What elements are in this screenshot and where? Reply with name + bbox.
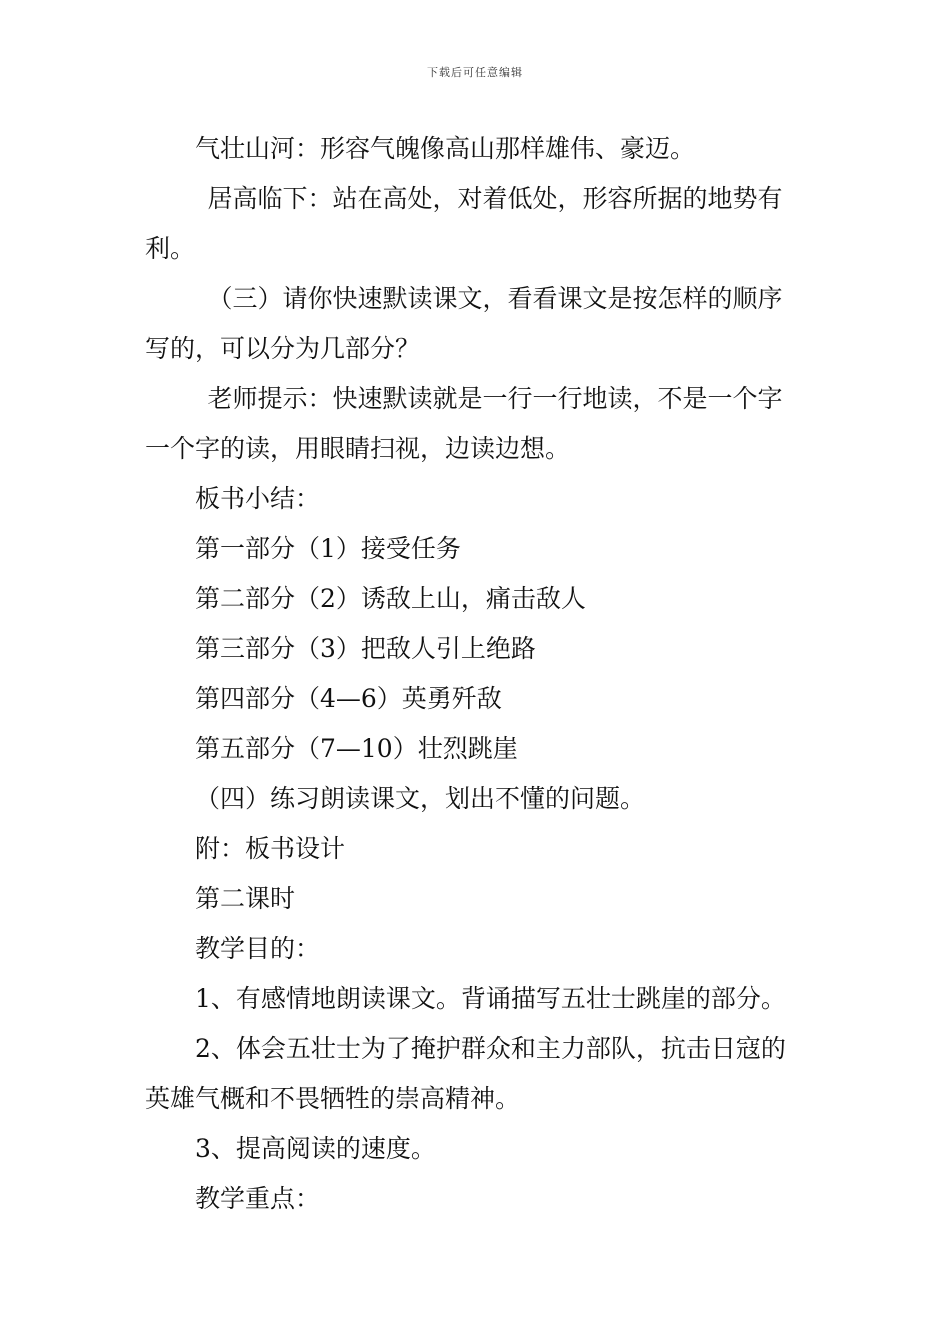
- paragraph-teaching-focus-heading: 教学重点：: [195, 1184, 321, 1213]
- paragraph-teaching-goals-heading: 教学目的：: [195, 934, 321, 963]
- paragraph-part-five: 第五部分（7—10）壮烈跳崖: [195, 734, 518, 763]
- paragraph-teacher-tip: 老师提示：快速默读就是一行一行地读，不是一个字一个字的读，用眼睛扫视，边读边想。: [145, 384, 783, 463]
- paragraph-part-one: 第一部分（1）接受任务: [195, 534, 461, 563]
- paragraph-part-three: 第三部分（3）把敌人引上绝路: [195, 634, 536, 663]
- paragraph-task-four: （四）练习朗读课文，划出不懂的问题。: [195, 784, 646, 813]
- paragraph-goal-three: 3、提高阅读的速度。: [195, 1134, 436, 1163]
- paragraph-idiom-ju-gao-lin-xia: 居高临下：站在高处，对着低处，形容所据的地势有利。: [145, 184, 783, 263]
- paragraph-goal-two: 2、体会五壮士为了掩护群众和主力部队，抗击日寇的英雄气概和不畏牺牲的崇高精神。: [145, 1034, 786, 1113]
- page-header-note: 下载后可任意编辑: [427, 66, 523, 79]
- paragraph-part-four: 第四部分（4—6）英勇歼敌: [195, 684, 502, 713]
- paragraph-second-lesson: 第二课时: [195, 884, 296, 913]
- paragraph-task-three: （三）请你快速默读课文，看看课文是按怎样的顺序写的，可以分为几部分？: [145, 284, 783, 363]
- paragraph-idiom-qi-zhuang-shan-he: 气壮山河：形容气魄像高山那样雄伟、豪迈。: [195, 134, 696, 163]
- paragraph-goal-one: 1、有感情地朗读课文。背诵描写五壮士跳崖的部分。: [195, 984, 786, 1013]
- paragraph-appendix: 附：板书设计: [195, 834, 346, 863]
- paragraph-board-summary: 板书小结：: [195, 484, 321, 513]
- paragraph-part-two: 第二部分（2）诱敌上山，痛击敌人: [195, 584, 586, 613]
- document-body: [145, 124, 807, 1224]
